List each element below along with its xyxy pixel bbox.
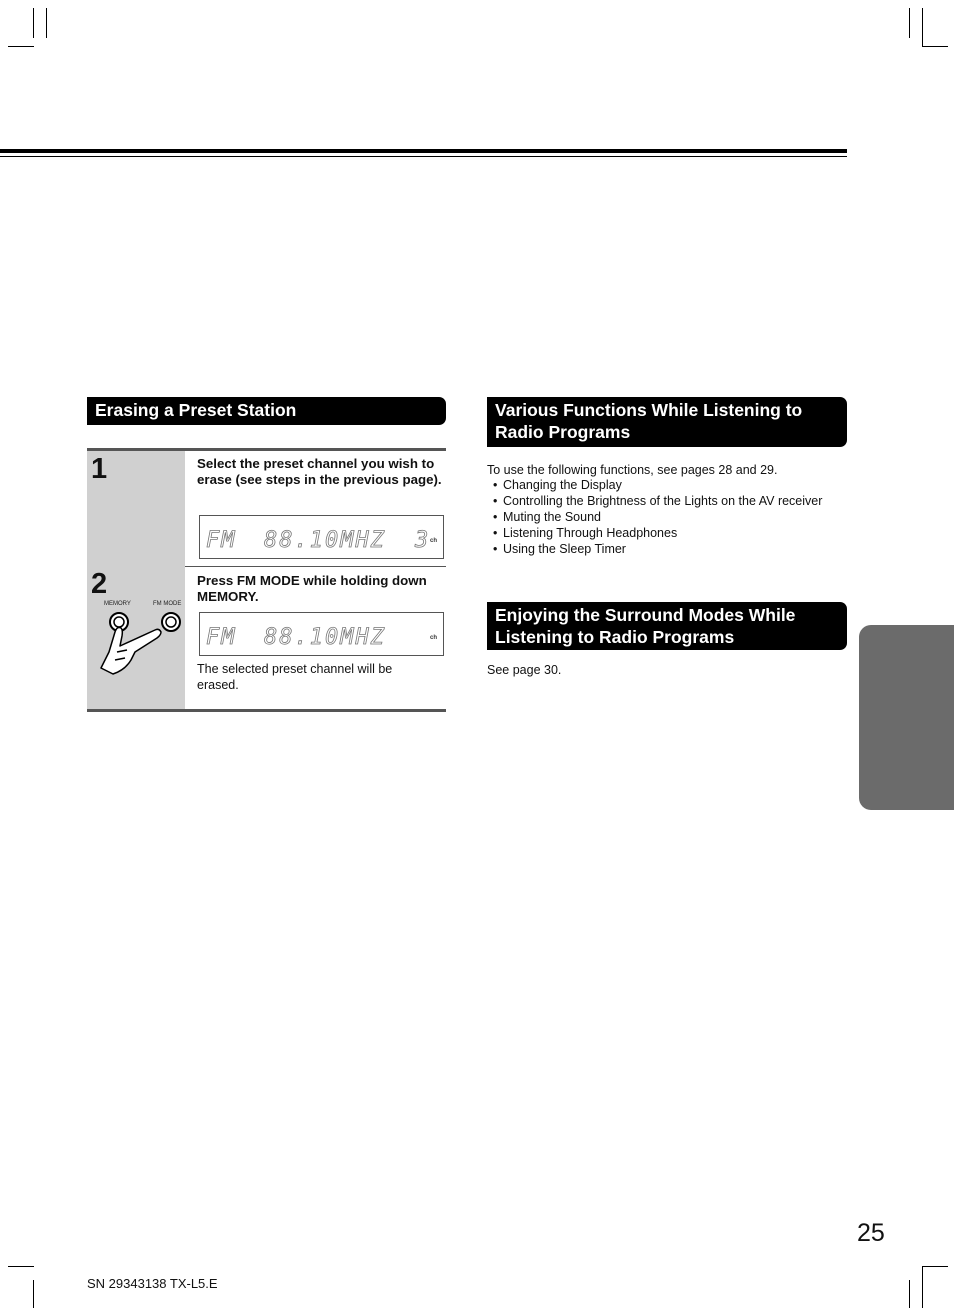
crop-mark bbox=[909, 8, 910, 38]
section-header-surround-modes bbox=[487, 602, 847, 650]
section-header-erasing bbox=[87, 397, 446, 425]
crop-mark bbox=[33, 8, 34, 38]
step-number: 1 bbox=[91, 453, 108, 485]
top-rule bbox=[0, 149, 847, 153]
page-number: 25 bbox=[857, 1219, 885, 1247]
list-item: • Using the Sleep Timer bbox=[487, 541, 847, 557]
crop-mark bbox=[8, 46, 34, 47]
step-instruction: Select the preset channel you wish to erase (see steps in the previous page). bbox=[197, 456, 442, 487]
lcd-band: FM bbox=[206, 528, 237, 553]
lcd-ch-label: ch bbox=[429, 538, 437, 544]
list-item: • Listening Through Headphones bbox=[487, 525, 847, 541]
step-note: The selected preset channel will be erased. bbox=[197, 662, 393, 692]
step-1 bbox=[87, 451, 446, 566]
chapter-side-tab bbox=[859, 625, 954, 810]
hand-icon bbox=[101, 628, 161, 675]
lcd-preset: 3 bbox=[415, 528, 431, 553]
footer-code: SN 29343138 TX-L5.E bbox=[87, 1276, 218, 1291]
crop-mark bbox=[8, 1266, 34, 1267]
function-list bbox=[487, 477, 847, 557]
button-press-illustration bbox=[95, 608, 190, 678]
step-number: 2 bbox=[91, 568, 108, 600]
memory-button-label: MEMORY bbox=[104, 601, 131, 607]
crop-mark bbox=[922, 1266, 923, 1308]
lcd-display bbox=[199, 515, 444, 559]
crop-mark bbox=[909, 1280, 910, 1308]
lcd-ch-label: ch bbox=[429, 635, 437, 641]
fm-mode-button-label: FM MODE bbox=[153, 601, 182, 607]
lcd-frequency: 88.10MHZ bbox=[264, 625, 386, 650]
crop-mark bbox=[33, 1280, 34, 1308]
list-item: • Changing the Display bbox=[487, 477, 847, 493]
list-item: • Muting the Sound bbox=[487, 509, 847, 525]
crop-mark bbox=[46, 8, 47, 38]
crop-mark bbox=[922, 46, 948, 47]
step-bottom-rule bbox=[87, 709, 446, 712]
section-title: Erasing a Preset Station bbox=[95, 400, 297, 420]
lcd-frequency: 88.10MHZ bbox=[264, 528, 386, 553]
section-title: Enjoying the Surround Modes While Listening to Radio Programs bbox=[495, 605, 796, 647]
step-2 bbox=[87, 566, 446, 710]
crop-mark bbox=[922, 1266, 948, 1267]
section-header-various-functions bbox=[487, 397, 847, 447]
section-intro: To use the following functions, see pages 28 and 29. bbox=[487, 463, 778, 477]
lcd-band: FM bbox=[206, 625, 237, 650]
lcd-display bbox=[199, 612, 444, 656]
step-instruction: Press FM MODE while holding down MEMORY. bbox=[197, 573, 427, 604]
top-rule-thin bbox=[0, 156, 847, 157]
section-text: See page 30. bbox=[487, 663, 562, 677]
list-item: • Controlling the Brightness of the Lights on the AV receiver bbox=[487, 493, 847, 509]
crop-mark bbox=[922, 8, 923, 46]
section-title: Various Functions While Listening to Radio Programs bbox=[495, 400, 803, 442]
